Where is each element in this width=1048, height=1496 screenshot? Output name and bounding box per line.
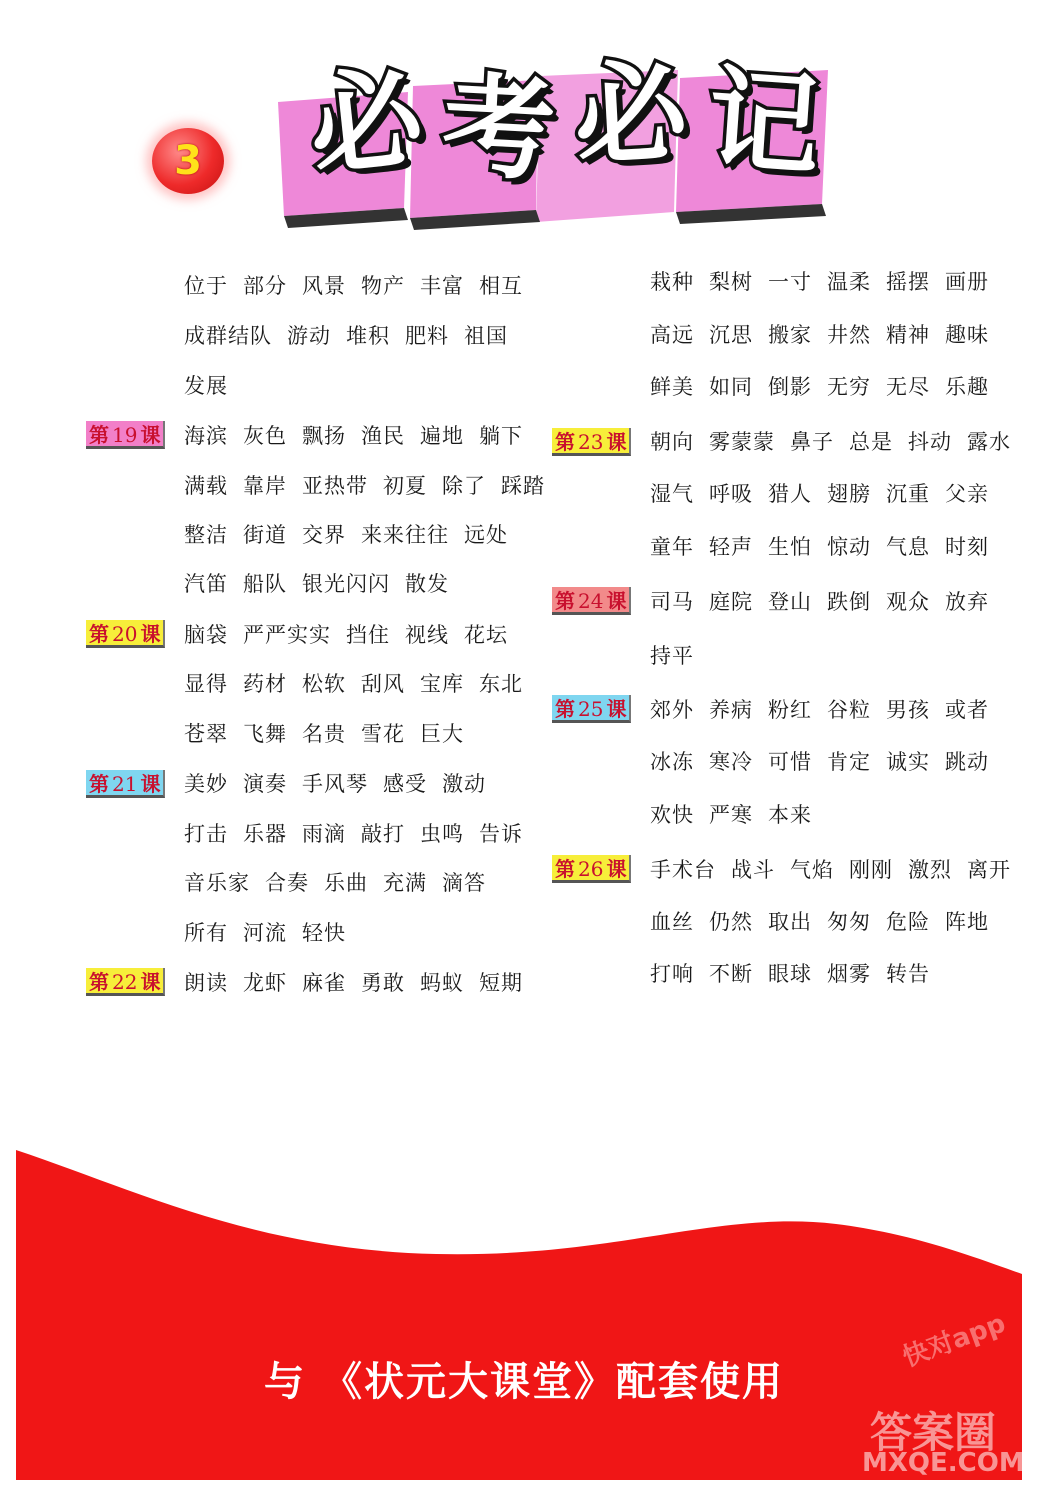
vocab-word: 告诉 (479, 822, 523, 846)
vocab-word: 离开 (967, 858, 1011, 882)
vocab-line (184, 519, 523, 549)
vocab-word: 生怕 (768, 535, 812, 559)
vocab-word: 诚实 (886, 750, 930, 774)
vocab-line (184, 668, 538, 698)
vocab-word: 满载 (184, 474, 228, 498)
lesson-prefix: 第 (89, 772, 109, 796)
vocab-word: 视线 (405, 623, 449, 647)
vocab-word: 靠岸 (243, 474, 287, 498)
vocab-word: 欢快 (650, 803, 694, 827)
vocab-word: 打击 (184, 822, 228, 846)
lesson-prefix: 第 (89, 622, 109, 646)
vocab-line (650, 371, 1004, 401)
vocab-line (184, 470, 560, 500)
vocab-word: 无穷 (827, 375, 871, 399)
vocab-line (650, 799, 827, 829)
vocab-word: 来来往往 (361, 523, 449, 547)
vocab-line (184, 718, 479, 748)
vocab-word: 无尽 (886, 375, 930, 399)
vocab-word: 鼻子 (790, 430, 834, 454)
vocab-word: 气息 (886, 535, 930, 559)
vocab-line (184, 818, 538, 848)
vocab-word: 祖国 (464, 324, 508, 348)
vocab-word: 巨大 (420, 722, 464, 746)
lesson-suffix: 课 (140, 622, 161, 646)
vocab-word: 雨滴 (302, 822, 346, 846)
vocab-word: 挡住 (346, 623, 390, 647)
vocab-line (650, 854, 1026, 884)
vocab-word: 取出 (768, 910, 812, 934)
vocab-line (184, 270, 538, 300)
vocab-word: 激烈 (908, 858, 952, 882)
vocab-word: 海滨 (184, 424, 228, 448)
lesson-suffix: 课 (606, 430, 627, 454)
vocab-line (650, 694, 1004, 724)
vocab-line (650, 426, 1026, 456)
vocab-word: 战斗 (731, 858, 775, 882)
lesson-prefix: 第 (89, 970, 109, 994)
vocab-word: 感受 (383, 772, 427, 796)
vocab-word: 敲打 (361, 822, 405, 846)
vocab-word: 观众 (886, 590, 930, 614)
vocab-word: 搬家 (768, 323, 812, 347)
vocab-word: 时刻 (945, 535, 989, 559)
vocab-line (650, 586, 1004, 616)
lesson-tag-23 (552, 428, 631, 456)
vocab-line (650, 640, 709, 670)
vocab-line (650, 319, 1004, 349)
vocab-word: 本来 (768, 803, 812, 827)
lesson-prefix: 第 (89, 423, 109, 447)
vocab-word: 呼吸 (709, 482, 753, 506)
vocab-word: 谷粒 (827, 698, 871, 722)
lesson-number: 24 (578, 589, 604, 613)
title-char-4: 记 (703, 54, 825, 192)
vocab-word: 总是 (849, 430, 893, 454)
vocab-word: 持平 (650, 644, 694, 668)
vocab-word: 不断 (709, 962, 753, 986)
vocab-word: 音乐家 (184, 871, 250, 895)
vocab-word: 寒冷 (709, 750, 753, 774)
lesson-number: 19 (112, 423, 138, 447)
watermark-site: MXQE.COM (862, 1448, 1025, 1478)
vocab-word: 位于 (184, 274, 228, 298)
vocab-word: 打响 (650, 962, 694, 986)
lesson-suffix: 课 (606, 857, 627, 881)
vocab-word: 雾蒙蒙 (709, 430, 775, 454)
vocab-word: 司马 (650, 590, 694, 614)
vocab-word: 散发 (405, 572, 449, 596)
vocab-word: 药材 (243, 672, 287, 696)
vocab-word: 激动 (442, 772, 486, 796)
vocab-word: 养病 (709, 698, 753, 722)
vocab-word: 发展 (184, 374, 228, 398)
vocab-line (184, 420, 538, 450)
vocab-word: 轻声 (709, 535, 753, 559)
vocab-word: 河流 (243, 921, 287, 945)
vocab-word: 宝库 (420, 672, 464, 696)
footer-caption: 与 《状元大课堂》配套使用 (264, 1359, 784, 1405)
lesson-prefix: 第 (555, 589, 575, 613)
vocab-word: 沉思 (709, 323, 753, 347)
vocab-word: 演奏 (243, 772, 287, 796)
vocab-word: 相互 (479, 274, 523, 298)
title-char-1: 必 (303, 52, 429, 194)
lesson-number: 26 (578, 857, 604, 881)
lesson-tag-24 (552, 587, 631, 615)
vocab-word: 部分 (243, 274, 287, 298)
vocab-word: 摇摆 (886, 270, 930, 294)
vocab-word: 除了 (442, 474, 486, 498)
vocab-word: 整洁 (184, 523, 228, 547)
vocab-word: 乐趣 (945, 375, 989, 399)
lesson-tag-20 (86, 620, 165, 648)
vocab-word: 松软 (302, 672, 346, 696)
lesson-number: 20 (112, 622, 138, 646)
vocab-word: 美妙 (184, 772, 228, 796)
vocab-word: 一寸 (768, 270, 812, 294)
vocab-word: 交界 (302, 523, 346, 547)
vocab-word: 龙虾 (243, 971, 287, 995)
vocab-word: 可惜 (768, 750, 812, 774)
vocab-word: 或者 (945, 698, 989, 722)
vocab-word: 轻快 (302, 921, 346, 945)
watermark-logo: 答案圈 (870, 1408, 997, 1457)
vocab-word: 转告 (886, 962, 930, 986)
vocab-word: 乐曲 (324, 871, 368, 895)
vocab-word: 沉重 (886, 482, 930, 506)
vocab-line (184, 568, 464, 598)
vocab-word: 乐器 (243, 822, 287, 846)
vocab-word: 短期 (479, 971, 523, 995)
watermark-app: 快对app (898, 1308, 1010, 1374)
vocab-word: 显得 (184, 672, 228, 696)
header (0, 0, 1048, 240)
vocab-line (184, 917, 361, 947)
vocab-word: 游动 (287, 324, 331, 348)
vocab-word: 粉红 (768, 698, 812, 722)
title-char-3: 必 (571, 47, 691, 183)
vocab-word: 所有 (184, 921, 228, 945)
vocab-word: 汽笛 (184, 572, 228, 596)
vocab-word: 渔民 (361, 424, 405, 448)
vocab-word: 雪花 (361, 722, 405, 746)
lesson-tag-26 (552, 855, 631, 883)
title-char-2: 考 (439, 61, 558, 197)
vocab-word: 童年 (650, 535, 694, 559)
vocab-word: 手术台 (650, 858, 716, 882)
vocab-word: 烟雾 (827, 962, 871, 986)
lesson-suffix: 课 (606, 697, 627, 721)
grade-badge: 3 (152, 128, 224, 194)
vocab-word: 物产 (361, 274, 405, 298)
vocab-word: 花坛 (464, 623, 508, 647)
vocab-word: 跌倒 (827, 590, 871, 614)
vocab-word: 精神 (886, 323, 930, 347)
vocab-word: 冰冻 (650, 750, 694, 774)
lesson-suffix: 课 (606, 589, 627, 613)
vocab-line (184, 370, 243, 400)
vocab-word: 远处 (464, 523, 508, 547)
lesson-prefix: 第 (555, 697, 575, 721)
lesson-number: 22 (112, 970, 138, 994)
vocab-line (184, 867, 501, 897)
vocab-word: 刮风 (361, 672, 405, 696)
vocab-word: 麻雀 (302, 971, 346, 995)
lesson-tag-25 (552, 695, 631, 723)
lesson-tag-19 (86, 421, 165, 449)
vocab-word: 温柔 (827, 270, 871, 294)
vocab-word: 眼球 (768, 962, 812, 986)
vocab-word: 跳动 (945, 750, 989, 774)
vocab-word: 朗读 (184, 971, 228, 995)
vocab-word: 庭院 (709, 590, 753, 614)
vocab-word: 虫鸣 (420, 822, 464, 846)
lesson-number: 21 (112, 772, 138, 796)
lesson-number: 25 (578, 697, 604, 721)
vocab-word: 阵地 (945, 910, 989, 934)
vocab-word: 猎人 (768, 482, 812, 506)
vocab-word: 成群结队 (184, 324, 272, 348)
vocab-word: 鲜美 (650, 375, 694, 399)
vocab-word: 飘扬 (302, 424, 346, 448)
vocab-word: 风景 (302, 274, 346, 298)
lesson-tag-21 (86, 770, 165, 798)
vocab-word: 惊动 (827, 535, 871, 559)
vocab-word: 银光闪闪 (302, 572, 390, 596)
vocab-word: 街道 (243, 523, 287, 547)
vocab-word: 抖动 (908, 430, 952, 454)
vocab-word: 充满 (383, 871, 427, 895)
vocab-line (650, 746, 1004, 776)
vocab-word: 勇敢 (361, 971, 405, 995)
vocab-word: 严严实实 (243, 623, 331, 647)
vocab-word: 亚热带 (302, 474, 368, 498)
vocab-word: 飞舞 (243, 722, 287, 746)
vocab-word: 危险 (886, 910, 930, 934)
lesson-suffix: 课 (140, 970, 161, 994)
vocab-word: 露水 (967, 430, 1011, 454)
vocab-word: 血丝 (650, 910, 694, 934)
vocab-word: 父亲 (945, 482, 989, 506)
vocab-word: 翅膀 (827, 482, 871, 506)
vocab-word: 如同 (709, 375, 753, 399)
vocab-word: 井然 (827, 323, 871, 347)
lesson-number: 23 (578, 430, 604, 454)
lesson-prefix: 第 (555, 430, 575, 454)
vocab-line (650, 478, 1004, 508)
lesson-prefix: 第 (555, 857, 575, 881)
vocab-word: 肯定 (827, 750, 871, 774)
vocab-line (184, 967, 538, 997)
vocab-word: 刚刚 (849, 858, 893, 882)
vocab-word: 东北 (479, 672, 523, 696)
lesson-tag-22 (86, 968, 165, 996)
vocab-line (650, 266, 1004, 296)
vocab-word: 梨树 (709, 270, 753, 294)
vocab-line (650, 906, 1004, 936)
vocab-word: 仍然 (709, 910, 753, 934)
vocab-word: 肥料 (405, 324, 449, 348)
vocab-word: 丰富 (420, 274, 464, 298)
vocab-word: 朝向 (650, 430, 694, 454)
vocab-line (184, 320, 523, 350)
vocab-word: 堆积 (346, 324, 390, 348)
vocab-line (650, 531, 1004, 561)
vocab-word: 名贵 (302, 722, 346, 746)
vocab-word: 严寒 (709, 803, 753, 827)
vocab-word: 郊外 (650, 698, 694, 722)
vocab-word: 栽种 (650, 270, 694, 294)
vocab-word: 气焰 (790, 858, 834, 882)
vocab-word: 蚂蚁 (420, 971, 464, 995)
vocab-word: 躺下 (479, 424, 523, 448)
vocab-word: 放弃 (945, 590, 989, 614)
vocab-line (184, 619, 523, 649)
vocab-word: 画册 (945, 270, 989, 294)
vocab-word: 灰色 (243, 424, 287, 448)
vocab-word: 合奏 (265, 871, 309, 895)
vocab-word: 踩踏 (501, 474, 545, 498)
vocab-word: 高远 (650, 323, 694, 347)
lesson-suffix: 课 (140, 423, 161, 447)
vocab-word: 滴答 (442, 871, 486, 895)
vocab-word: 手风琴 (302, 772, 368, 796)
vocab-word: 趣味 (945, 323, 989, 347)
vocab-word: 湿气 (650, 482, 694, 506)
lesson-suffix: 课 (140, 772, 161, 796)
vocab-word: 登山 (768, 590, 812, 614)
page-title (300, 48, 830, 198)
vocab-word: 初夏 (383, 474, 427, 498)
vocab-word: 遍地 (420, 424, 464, 448)
vocab-word: 脑袋 (184, 623, 228, 647)
vocab-word: 倒影 (768, 375, 812, 399)
vocab-line (650, 958, 945, 988)
vocab-word: 匆匆 (827, 910, 871, 934)
vocab-word: 苍翠 (184, 722, 228, 746)
vocab-word: 男孩 (886, 698, 930, 722)
vocab-word: 船队 (243, 572, 287, 596)
vocab-line (184, 768, 501, 798)
